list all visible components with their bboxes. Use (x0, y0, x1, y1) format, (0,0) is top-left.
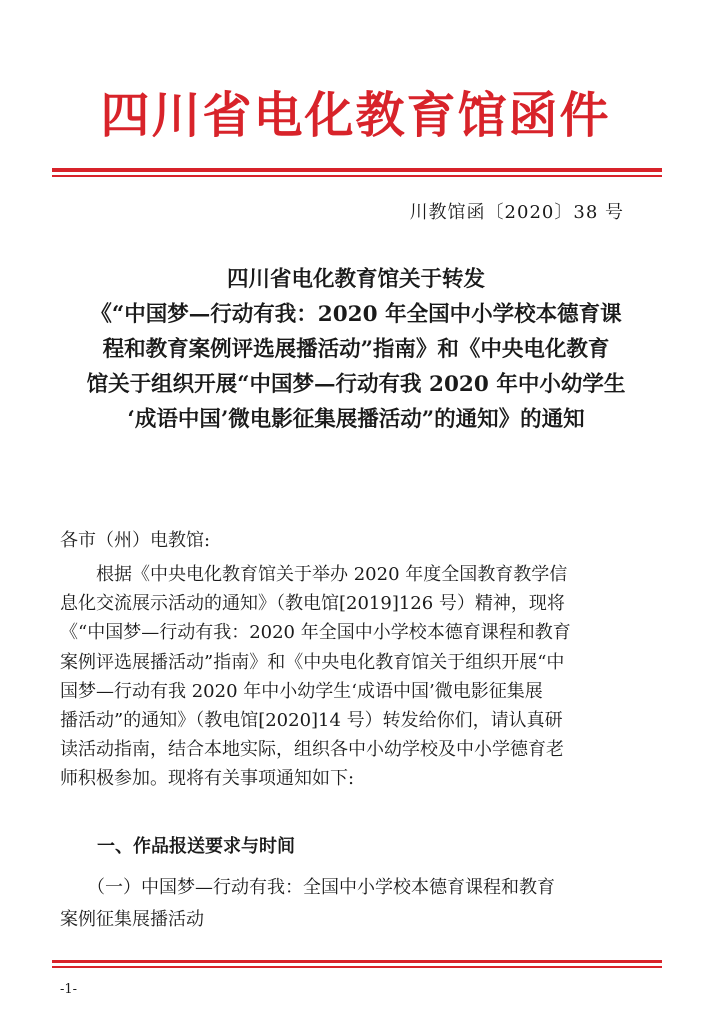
masthead-rule-thick (52, 168, 662, 172)
title-line: ‘成语中国’微电影征集展播活动”的通知》的通知 (127, 407, 585, 432)
document-title (50, 262, 662, 437)
title-line: 《“中国梦—行动有我：2020 年全国中小学校本德育课 (90, 302, 622, 327)
title-line: 四川省电化教育馆关于转发 (226, 267, 485, 292)
body-line: 案例评选展播活动”指南》和《中央电化教育馆关于组织开展“中 (60, 651, 565, 673)
body-line: 《“中国梦—行动有我：2020 年全国中小学校本德育课程和教育 (60, 622, 571, 644)
body-line: 师积极参加。现将有关事项通知如下: (60, 768, 355, 790)
masthead-rule-thin (52, 175, 662, 177)
section-heading: 一、作品报送要求与时间 (97, 836, 295, 857)
title-line: 程和教育案例评选展播活动”指南》和《中央电化教育 (102, 337, 610, 362)
sub-line: 案例征集展播活动 (60, 909, 204, 930)
body-line: 播活动”的通知》（教电馆[2020]14 号）转发给你们，请认真研 (60, 710, 563, 732)
body-line: 根据《中央电化教育馆关于举办 2020 年度全国教育教学信 (60, 564, 568, 585)
body-line: 国梦—行动有我 2020 年中小幼学生‘成语中国’微电影征集展 (60, 680, 543, 702)
footer-rule-thick (52, 960, 662, 963)
sub-line: （一）中国梦—行动有我：全国中小学校本德育课程和教育 (60, 877, 555, 898)
body-paragraph (60, 560, 652, 794)
salutation: 各市（州）电教馆: (60, 530, 211, 551)
body-line: 息化交流展示活动的通知》（教电馆[2019]126 号）精神，现将 (60, 593, 565, 615)
sub-section-paragraph (60, 872, 652, 936)
footer-rule-thin (52, 966, 662, 968)
title-line: 馆关于组织开展“中国梦—行动有我 2020 年中小幼学生 (86, 372, 626, 397)
body-line: 读活动指南，结合本地实际，组织各中小幼学校及中小学德育老 (60, 739, 564, 761)
page-number: -1- (60, 982, 78, 997)
masthead-title: 四川省电化教育馆函件 (100, 87, 611, 144)
document-number: 川教馆函〔2020〕38 号 (409, 202, 624, 223)
